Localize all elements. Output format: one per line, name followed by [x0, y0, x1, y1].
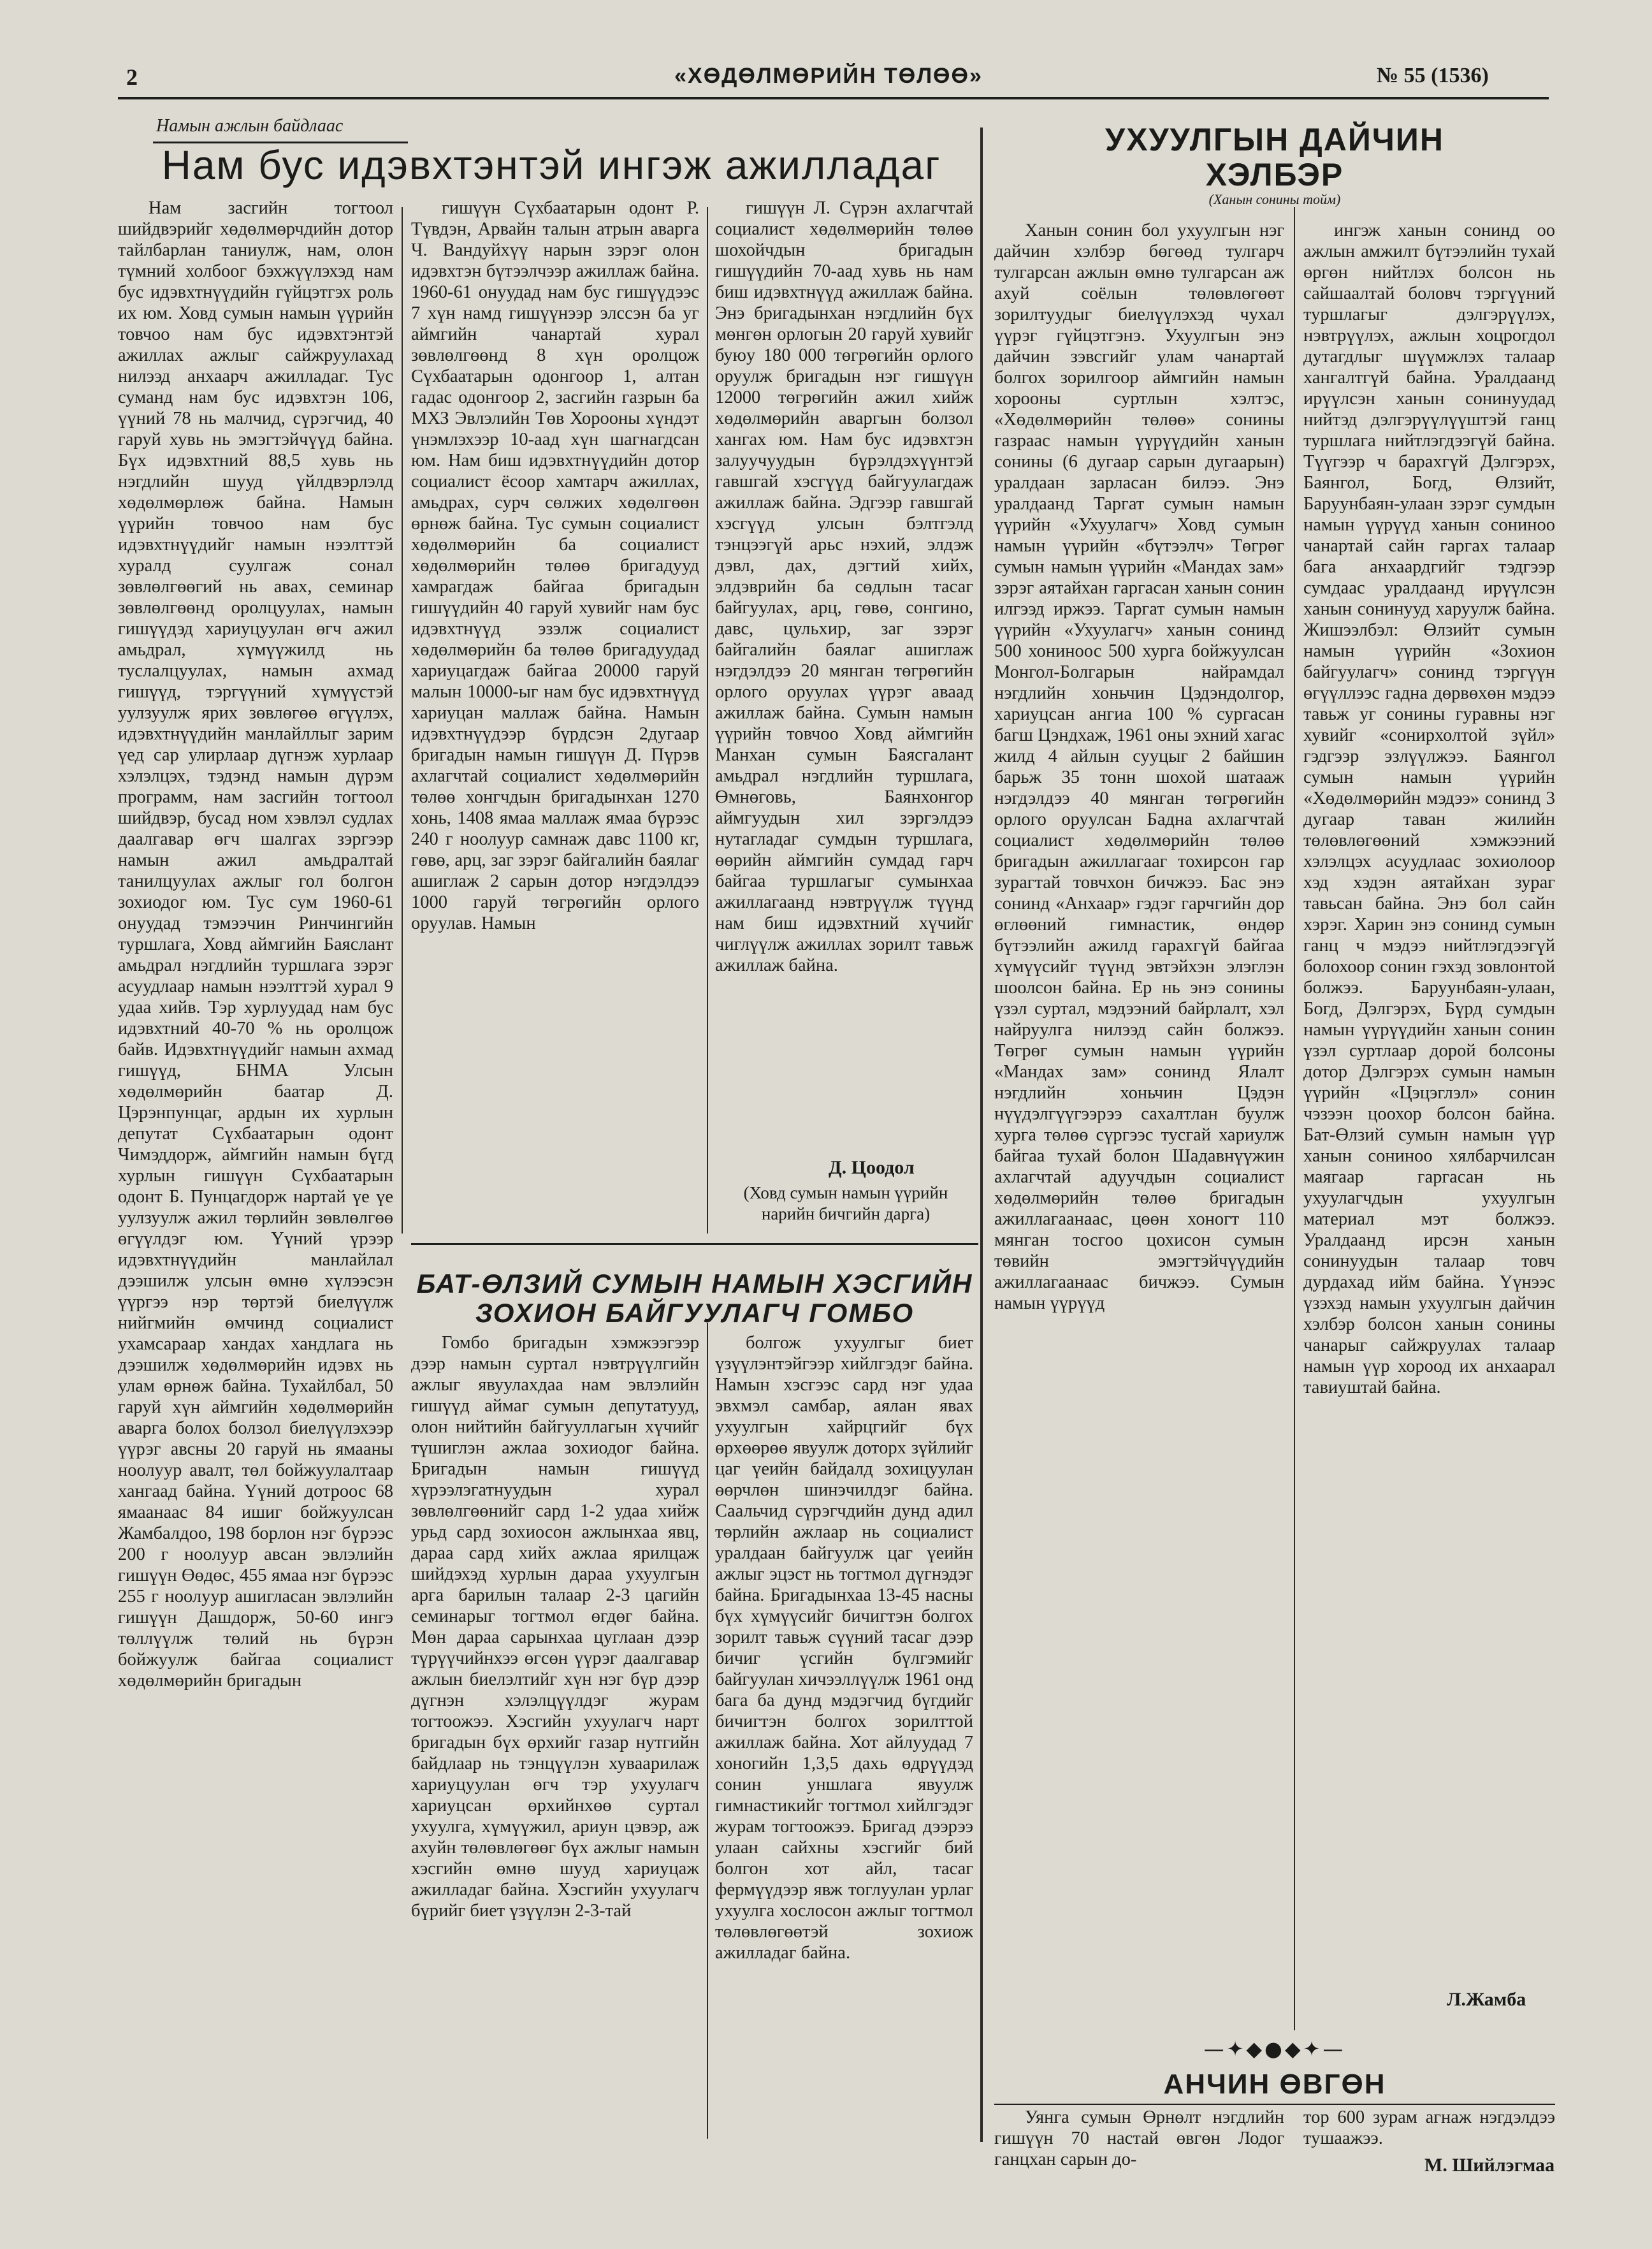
column-rule-a1-2 — [707, 207, 708, 1234]
article1-signature: Д. Цоодол — [829, 1157, 915, 1178]
article3-signature: Л.Жамба — [1447, 1989, 1526, 2010]
masthead-rule — [118, 97, 1549, 99]
article1-text-3: гишүүн Л. Сүрэн ахлагчтай социалист хөдөлмөрийн төлөө шохойчдын бригадын гишүүдийн 70-аад хувь нь нам биш идэвхтнүүд ажиллаж байна. Энэ бригадынхан нэгдлийн бүх мөнгөн орлогын 20 гаруй хувийг буюу 180 000 төгрөгийн орлого оруулж бригадын нэг гишүүн 12000 төгрөгийн ажил хийж хөдөлмөрийн аваргын болзол хангах юм. Нам бус идэвхтэн залуучуудын бүрэлдэхүүнтэй гавшгай хэсгүүд байгуулагдаж ажиллаж байна. Эдгээр гавшгай хэсгүүд улсын бэлтгэлд тэнцээгүй арьс нэхий, элдэж дэвл, дах, дэгтий хийх, элдэврийн ба сөдлын тасаг байгуулах, арц, гөвө, сонгино, давс, цульхир, заг зэрэг байгалийн баялаг ашиглаж нэгдэлдээ 20 мянган төгрөгийн орлого оруулах үүрэг аваад ажиллаж байна. Сумын намын үүрийн товчоо Ховд аймгийн Манхан сумын Баясгалант амьдрал нэгдлийн туршлага, Өмнөговь, Баянхонгор аймгуудын хил зэргэлдээ нутагладаг сумдын туршлага, өөрийн аймгийн сумдад гарч байгаа туршлагыг сумынхаа ажиллагаанд нэвтрүүлж түүнд нам биш идэвхтний хүчийг чиглүүлж ажиллах зорилт тавьж ажиллаж байна. — [715, 198, 973, 975]
article2-top-rule — [411, 1243, 978, 1245]
article1-text-1: Нам засгийн тогтоол шийдвэрийг хөдөлмөрчдийн дотор тайлбарлан таниулж, нам, олон түмний холбоог бэхжүүлэхэд нам бус идэвхтнүүдийн гүйцэтгэх роль их юм. Ховд сумын намын үүрийн товчоо нам бус идэвхтэнтэй ажиллах ажлыг сайжруулахад нилээд анхаарч ажилладаг. Тус суманд нам бус идэвхтэн 106, үүний 78 нь малчид, сүрэгчид, 40 гаруй хувь нь эмэгтэйчүүд байна. Бүх идэвхтний 88,5 хувь нь нэгдлийн шууд үйлдвэрлэлд хөдөлмөрлөж байна. Намын үүрийн товчоо нам бус идэвхтнүүдийг намын нээлттэй хуралд суулгаж сонал зөвлөлгөөгий нь авах, семинар зөвлөлгөөнд оролцуулах, намын гишүүдэд хариуцуулан өгч ажил амьдрал, хүмүүжилд нь туслалцуулах, намын ахмад гишүүд, тэргүүний хүмүүстэй уулзуулж ярих зөвлөгөө өгүүлэх, идэвхтнүүдийн манлайллыг зарим үед сар улирлаар дүгнэж хурлаар хэлэлцэх, тэдэнд намын дүрэм программ, нам засгийн тогтоол шийдвэр, бусад ном хэвлэл судлах даалгавар өгч шалгах зэргээр намын ажил амьдралтай танилцуулах ажлыг гол болгон зохиодог юм. Тус сум 1960-61 онуудад тэмээчин Ринчингийн туршлага, Ховд аймгийн Баяслант амьдрал нэгдлийн туршлага зэрэг асуудлаар намын нээлттэй хурал 9 удаа хийв. Тэр хурлуудад нам бус идэвхтний 40-70 % нь оролцож байв. Идэвхтнүүдийг намын ахмад гишүүд, БНМА Улсын хөдөлмөрийн баатар Д. Цэрэнпунцаг, ардын их хурлын депутат Сүхбаатарын одонт Чимэддорж, аймгийн намын бүгд хурлын гишүүн Сүхбаатарын одонт Б. Пунцагдорж нартай үе үе уулзуулж ажил төрлийн зөвлөлгөө өгүүлдэг юм. Үүний үрээр идэвхтнүүдийн манлайлал дээшилж улсын өмнө хүлээсэн үүргээ нэр төртэй биелүүлж нийгмийн өмчинд социалист ухамсараар хандах хандлага нь дээшилж хөдөлмөрийн идэвх нь улам өрнөж байна. Тухайлбал, 50 гаруй хүн аймгийн хөдөлмөрийн аварга болох болзол биелүүлэхээр үүрэг авсны 20 гаруй нь ямааны ноолуур авалт, төл бойжуулалтаар хангаад байна. Үүний дотроос 68 ямаанаас 84 ишиг бойжуулсан Жамбалдоо, 198 борлон нэг бүрээс 200 г ноолуур авсан эвлэлийн гишүүн Өөдөс, 455 ямаа нэг бүрээс 255 г ноолуур ашигласан эвлэлийн гишүүн Дашдорж, 50-60 ингэ төллүүлж төлий нь бүрэн бойжуулж байгаа социалист хөдөлмөрийн бригадын — [118, 198, 393, 1691]
article1-column-1 — [118, 198, 393, 2142]
article4-column-1 — [994, 2107, 1284, 2177]
column-rule-a1-1 — [402, 207, 403, 1234]
article2-text-2: болгож ухуулгыг биет үзүүлэнтэйгээр хийлгэдэг байна. Намын хэсгээс сард нэг удаа эвхмэл самбар, аялан явах ухуулгын хайрцгийг бүх өрхөөрөө явуулж доторх зүйлийг цаг үеийн байдалд зохицуулан өөрчлөн шинэчилдэг байна. Саальчид сүрэгчдийн дунд адил төрлийн ажлаар нь социалист уралдаан байгуулж цаг үеийн ажлыг эцэст нь тогтмол дүгнэдэг байна. Бригадынхаа 13-45 насны бүх хүмүүсийг бичигтэн болгох зорилт тавьж сүүний тасаг дээр бичиг үсгийн бүлгэмийг байгуулан хичээллүүлж 1961 онд бага ба дунд мэдэгчид бүгдийг бичигтэн болгох зорилттой ажиллаж байна. Хот айлуудад 7 хоногийн 1,3,5 дахь өдрүүдэд сонин уншлага явуулж гимнастикийг тогтмол хийлгэдэг журам тогтоожээ. Бригад дээрээ улаан сайхны хэсгийг бий болгон хот айл, тасаг фермүүдээр явж тоглуулан урлаг ухуулга хослосон ажлыг тогтмол төлөвлөгөөтэй зохиож ажилладаг байна. — [715, 1333, 973, 1963]
ornament-divider: —✦◆●◆✦— — [1203, 2037, 1346, 2061]
article4-column-2 — [1303, 2107, 1555, 2151]
article1-signature-note: (Ховд сумын намын үүрийн нарийн бичгийн дарга) — [743, 1183, 948, 1223]
column-rule-main — [980, 127, 983, 2142]
article4-rule — [994, 2104, 1555, 2105]
article2-title-line1: БАТ-ӨЛЗИЙ СУМЫН НАМЫН ХЭСГИЙН — [416, 1269, 973, 1299]
article3-title-line2: ХЭЛБЭР — [1205, 157, 1344, 193]
article1-title: Нам бус идэвхтэнтэй ингэж ажилладаг — [161, 142, 941, 188]
newspaper-title: «ХӨДӨЛМӨРИЙН ТӨЛӨӨ» — [674, 64, 983, 88]
column-rule-a2 — [707, 1323, 708, 2139]
article3-column-1 — [994, 220, 1284, 2100]
issue-number: № 55 (1536) — [1377, 64, 1489, 87]
article2-column-1 — [411, 1332, 699, 2139]
article2-title-line2: ЗОХИОН БАЙГУУЛАГЧ ГОМБО — [475, 1298, 915, 1328]
article3-text-2: ингэж ханын сонинд оо ажлын амжилт бүтээлийн тухай өргөн нийтлэх болсон нь сайшаалтай боловч тэргүүний туршлагыг дэлгэрүүлэх, нэвтрүүлэх, ажлын хоцрогдол дутагдлыг шүүмжлэх талаар хангалтгүй байна. Уралдаанд ирүүлсэн ханын сонинуудад нийтэд дэлгэрүүлүүштэй ганц туршлага нийтлэгдээгүй байна. Түүгээр ч барахгүй Дэлгэрэх, Баянгол, Богд, Өлзийт, Баруунбаян-улаан зэрэг сумдын намын үүрүүд ханын сониноо чанартай сайн гаргах талаар бага анхаардгийг тэдгээр сумдаас уралдаанд ирүүлсэн ханын сонинууд харуулж байна. Жишээлбэл: Өлзийт сумын намын үүрийн «Зохион байгуулагч» сонинд тэргүүн өгүүллээс гадна дөрвөхөн мэдээ тавьж уг сонины гуравны нэг хувийг «сонирхолтой зүйл» гэдгээр эзлүүлжээ. Баянгол сумын намын үүрийн «Хөдөлмөрийн мэдээ» сонинд 3 дугаар таван жилийн төлөвлөгөөний хэмжээний хэлэлцэх асуудлаас зохиолоор хэд хэдэн аятайхан зураг тавьсан байна. Энэ бол сайн хэрэг. Харин энэ сонинд сумын ганц ч мэдээ нийтлэгдээгүй болохоор сонин гэхэд зовлонтой болжээ. Баруунбаян-улаан, Богд, Дэлгэрэх, Бүрд сумдын намын үүрүүдийн ханын сонин үзэл суртлаар дорой болсоны дотор Дэлгэрэх сумын намын үүрийн «Цэцэглэл» сонин чэзээн цоохор болсон байна. Бат-Өлзий сумын намын үүр ханын сониноо хялбарчилсан маягаар гаргасан нь ухуулагчдын ухуулгын материал мэт болжээ. Уралдаанд ирсэн ханын сонинуудын талаар товч дурдахад ийм байна. Үүнээс үзэхэд намын ухуулгын дайчин хэлбэр болсон ханын сонины чанарыг сайжруулах талаар намын үүр хороод их анхаарал тавиуштай байна. — [1303, 221, 1555, 1397]
article1-column-2 — [411, 198, 699, 1240]
article1-rubric: Намын ажлын байдлаас — [156, 116, 344, 136]
article3-title-line1: УХУУЛГЫН ДАЙЧИН — [1105, 122, 1444, 157]
article4-title: АНЧИН ӨВГӨН — [1163, 2069, 1386, 2100]
column-rule-a3 — [1294, 207, 1295, 2030]
article2-column-2 — [715, 1332, 973, 2139]
article4-signature: М. Шийлэгмаа — [1424, 2155, 1555, 2176]
article1-column-3 — [715, 198, 973, 1135]
article3-column-2 — [1303, 220, 1555, 1973]
article4-text-2: тор 600 зурам агнаж нэгдэлдээ тушаажээ. — [1303, 2107, 1555, 2148]
article3-subtitle: (Ханын сонины тойм) — [1208, 191, 1341, 207]
page-number: 2 — [126, 64, 138, 90]
article2-text-1: Гомбо бригадын хэмжээгээр дээр намын суртал нэвтрүүлгийн ажлыг явуулахдаа нам эвлэлийн гишүүд аймаг сумын депутатууд, олон нийтийн байгууллагын хүчийг түшиглэн ажлаа зохиодог байна. Бригадын намын гишүүд хүрээлэгатнуудын хурал зөвлөлгөөнийг сард 1-2 удаа хийж урьд сард зохиосон ажлынхаа явц, дараа сард хийх ажлаа ярилцаж шийдэхэд хурлын дараа ухуулгын арга барилын талаар 2-3 цагийн семинарыг тогтмол өгдөг байна. Мөн дараа сарынхаа цуглаан дээр түрүүчийнхээ өгсөн үүрэг даалгавар ажлын биелэлтийг хүн нэг бүр дээр дүгнэн хэлэлцүүлдэг журам тогтоожээ. Хэсгийн ухуулагч нарт бригадын бүх өрхийг газар нутгийн байдлаар нь тэнцүүлэн хуваарилаж хариуцуулан өгч тэр ухуулагч хариуцсан өрхийнхөө суртал ухуулга, хүмүүжил, ариун цэвэр, аж ахуйн төлөвлөгөөг бүх ажлыг намын хэсгийн өмнө шууд хариуцаж ажилладаг байна. Хэсгийн ухуулагч бүрийг биет үзүүлэн 2-3-тай — [411, 1333, 699, 1921]
article1-text-2: гишүүн Сүхбаатарын одонт Р. Түвдэн, Арвайн талын атрын аварга Ч. Вандуйхүү нарын зэрэг олон идэвхтэн бүтээлчээр ажиллаж байна. 1960-61 онуудад нам бус гишүүдээс 7 хүн намд гишүүнээр элссэн ба уг аймгийн чанартай хурал зөвлөлгөөнд 8 хүн оролцож Сүхбаатарын одонгоор 1, алтан гадас одонгоор 2, засгийн газрын ба МХЗ Эвлэлийн Төв Хорооны хүндэт үнэмлэхээр 10-аад хүн шагнагдсан юм. Нам биш идэвхтнүүдийн дотор социалист ёсоор хамтарч ажиллах, амьдрах, сурч сөлжих хөдөлгөөн өрнөж байна. Тус сумын социалист хөдөлмөрийн ба социалист хөдөлмөрийн төлөө бригадууд хамрагдаж байгаа бригадын гишүүдийн 40 гаруй хувийг нам бус идэвхтнүүд эзэлж социалист хөдөлмөрийн ба төлөө бригадуудад хариуцагдаж байгаа 20000 гаруй малын 10000-ыг нам бус идэвхтнүүд хариуцан маллаж байна. Намын идэвхтнүүдээр бүрдсэн 2дугаар бригадын намын гишүүн Д. Пүрэв ахлагчтай социалист хөдөлмөрийн төлөө хонгчдын бригадынхан 1270 хонь, 1408 ямаа маллаж ямаа бүрээс 240 г ноолуур самнаж давс 1100 кг, гөвө, арц, заг зэрэг байгалийн баялаг ашиглаж 2 сарын дотор нэгдэлдээ 1000 гаруй төгрөгийн орлого оруулав. Намын — [411, 198, 699, 933]
article4-text-1: Уянга сумын Өрнөлт нэгдлийн гишүүн 70 настай өвгөн Лодог ганцхан сарын до- — [994, 2107, 1284, 2169]
article3-text-1: Ханын сонин бол ухуулгын нэг дайчин хэлбэр бөгөөд тулгарч тулгарсан ажлын өмнө тулгарсан аж ахуй соёлын төлөвлөгөөт зорилтуудыг биелүүлэхэд чухал үүрэг гүйцэтгэнэ. Ухуулгын энэ дайчин зэвсгийг улам чанартай болгох зорилгоор аймгийн намын хорооны суртлын хэлтэс, «Хөдөлмөрийн төлөө» сонины газраас намын үүрүүдийн ханын сонины (6 дугаар сарын дугаарын) уралдаан зарласан билээ. Энэ уралдаанд Таргат сумын намын үүрийн «Ухуулагч» Ховд сумын намын үүрийн «бүтээлч» Төгрөг сумын намын үүрийн «Мандах зам» зэрэг аятайхан гаргасан ханын сонин илгээд иржээ. Таргат сумын намын үүрийн «Ухуулагч» ханын сонинд 500 хониноос 500 хурга бойжуулсан Монгол-Болгарын найрамдал нэгдлийн хоньчин Цэдэндолгор, хариуцсан ангиа 100 % сургасан багш Цэндхаж, 1961 оны эхний хагас жилд 4 айлын сууцыг 2 байшин барьж 35 тонн шохой шатааж нэгдэлдээ 40 мянган төгрөгийн орлого оруулсан Бадна ахлагчтай социалист хөдөлмөрийн төлөө бригадын ажиллагааг тохирсон гар зурагтай товчхон бичжээ. Бас энэ сонинд «Анхаар» гэдэг гарчгийн дор өглөөний гимнастик, өндөр бүтээлийн ажилд гарахгүй байгаа хүмүүсийг түүнд эвтэйхэн элэглэн шоолсон байна. Ер нь энэ сонины үзэл суртал, мэдээний байрлалт, хэл найруулга нилээд сайн болжээ. Төгрөг сумын намын үүрийн «Мандах зам» сонинд Ялалт нэгдлийн хоньчин Цэдэн нүүдэлгүүгээрээ сахалтлан буулж хурга төлөө сүргээс тусгай хариулж байгаа тухай болон Шадавнүүжин ахлагчтай адуучдын социалист хөдөлмөрийн төлөө бригадын ажиллагаанаас, цөөн хоногт 110 мянган тосгоо цохисон сумын төвийн эмэгтэйчүүдийн ажиллагаанаас бичжээ. Сумын намын үүрүүд — [994, 221, 1284, 1313]
